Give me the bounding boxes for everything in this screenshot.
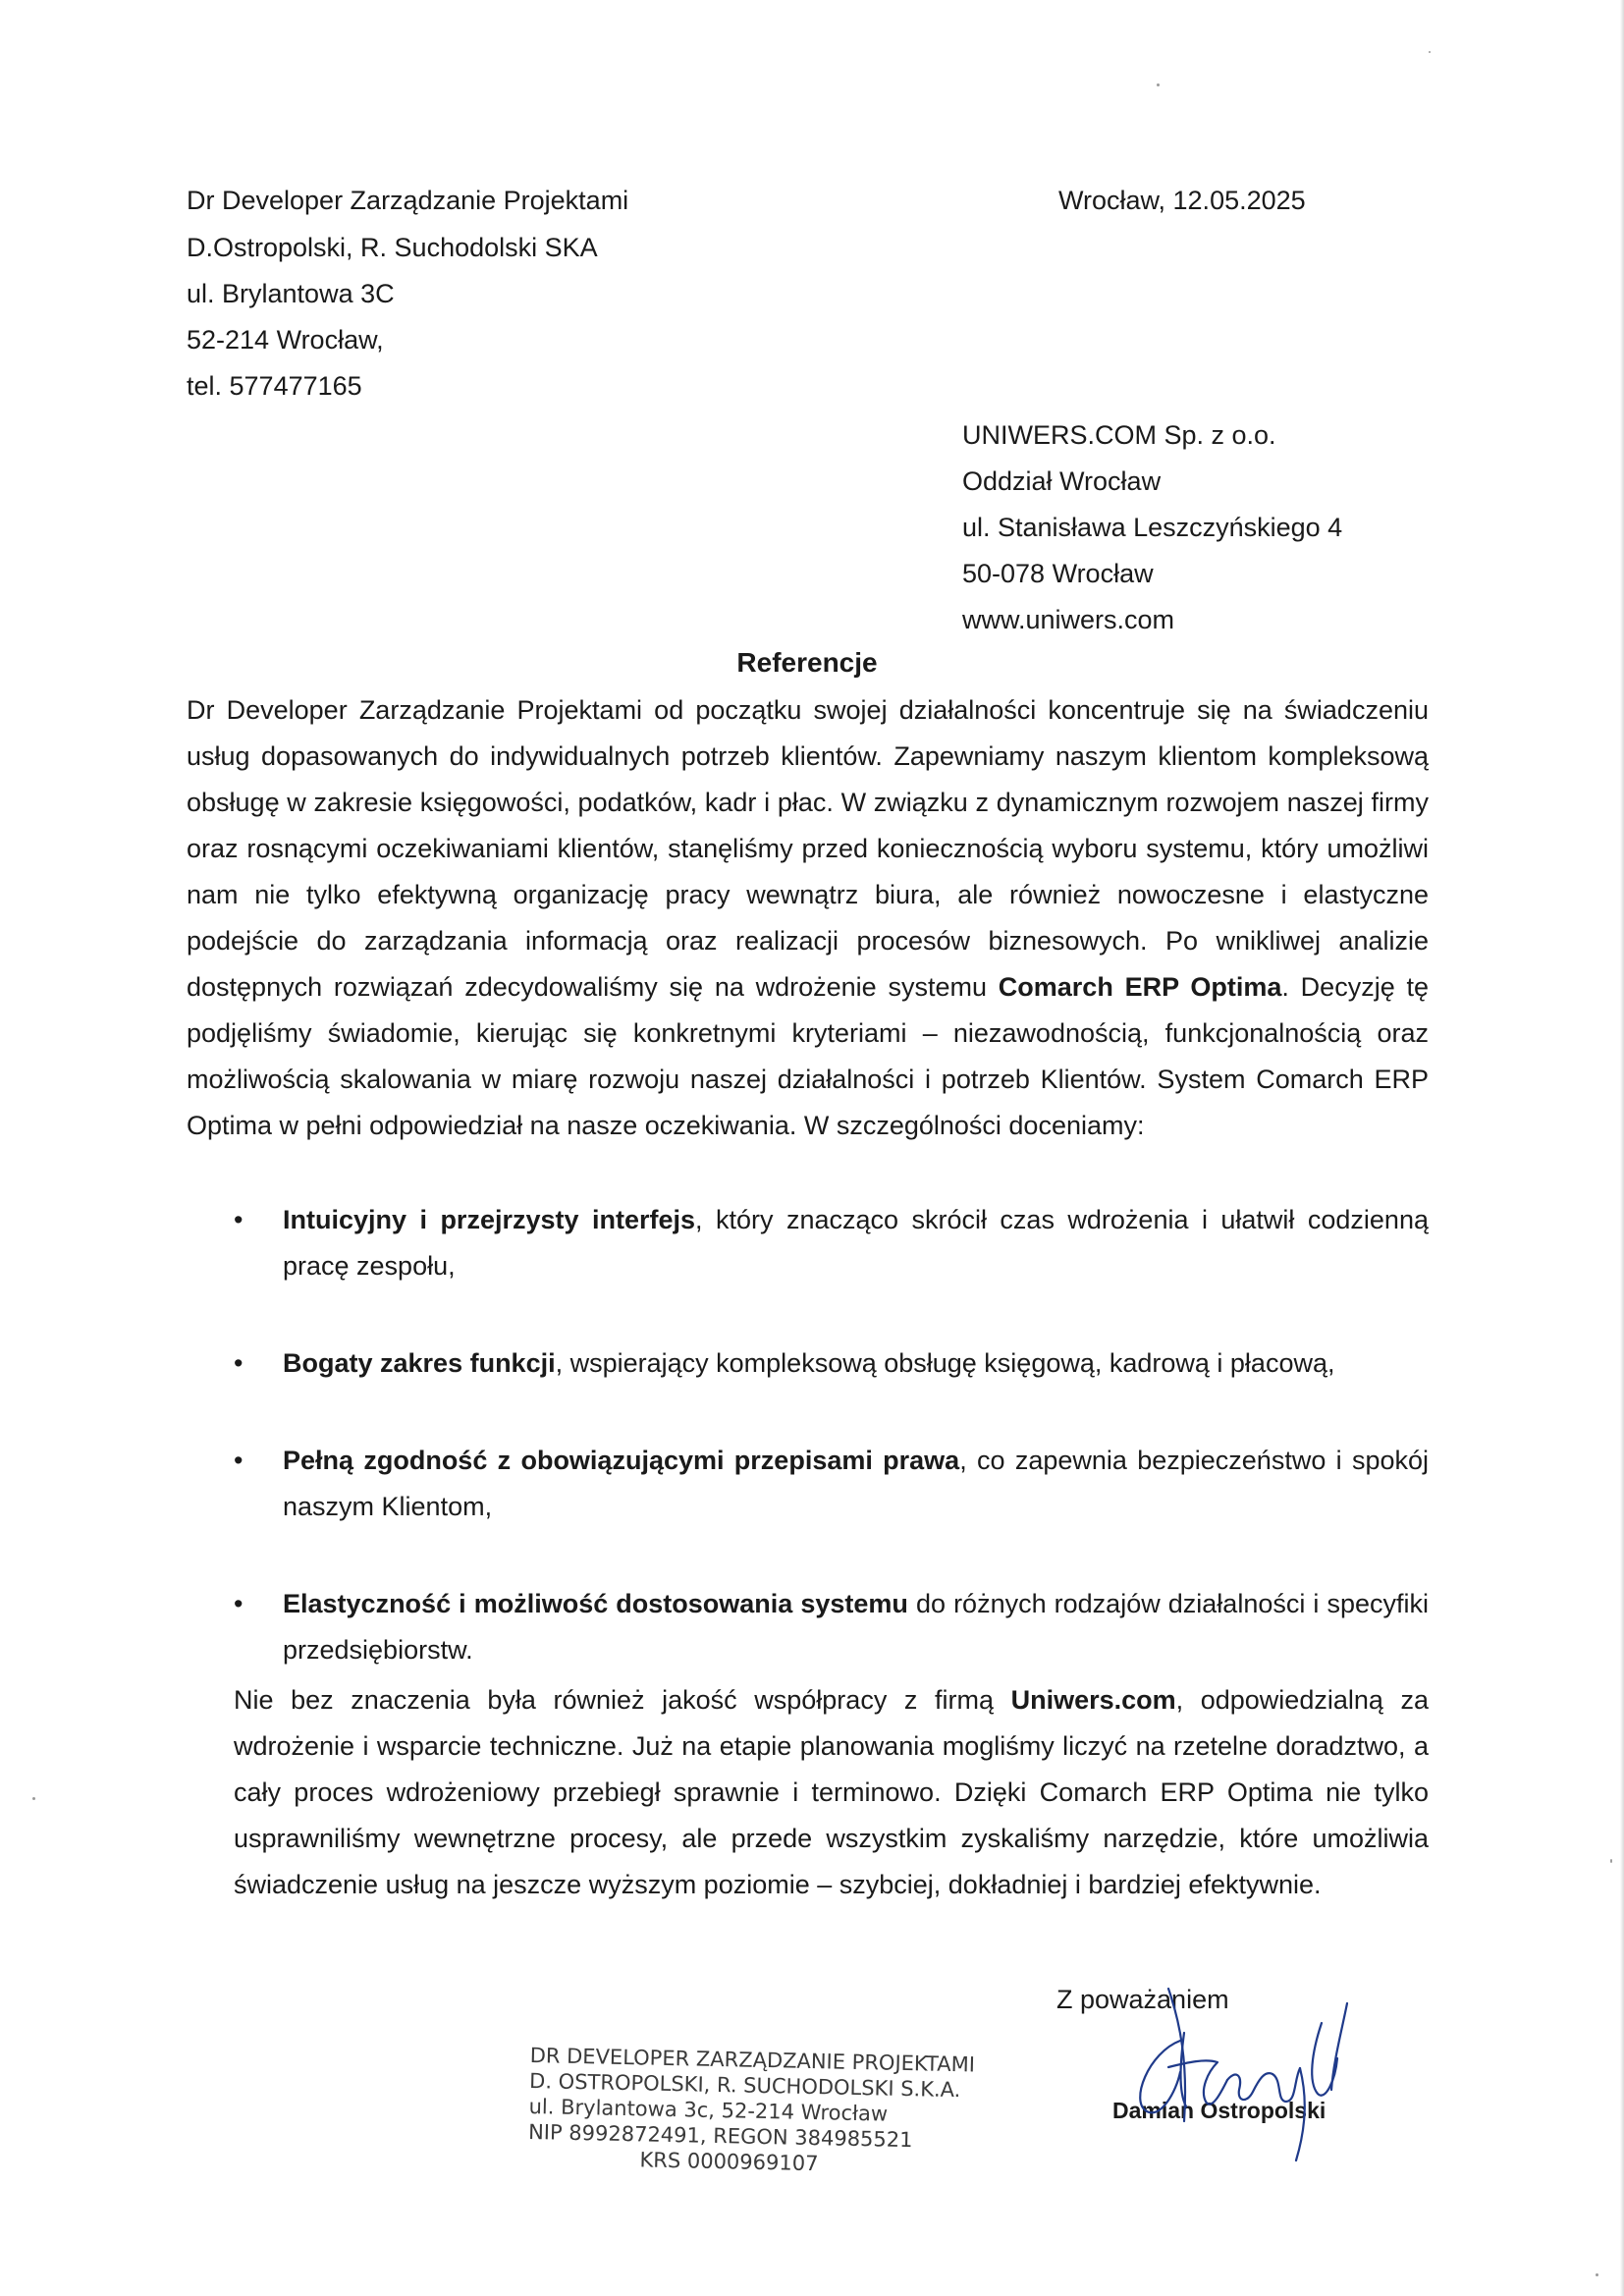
letter-date: Wrocław, 12.05.2025 <box>1058 186 1306 215</box>
sender-line: tel. 577477165 <box>187 371 362 401</box>
bullet-icon: • <box>234 1205 244 1234</box>
list-item <box>234 1438 1429 1530</box>
sender-line: Dr Developer Zarządzanie Projektami <box>187 186 629 215</box>
sender-line: ul. Brylantowa 3C <box>187 279 395 308</box>
closing-paragraph <box>234 1677 1429 1908</box>
bullet-heading: Bogaty zakres funkcji <box>283 1348 556 1378</box>
scan-speck <box>1596 2273 1598 2276</box>
recipient-line: Oddział Wrocław <box>962 466 1162 496</box>
scan-speck <box>1157 83 1160 86</box>
closing-salutation: Z poważaniem <box>1056 1985 1229 2014</box>
closing-text: , odpowiedzialną za wdrożenie i wsparcie techniczne. Już na etapie planowania mogliśmy liczyć na rzetelne doradztwo, a cały proces wdrożeniowy przebiegł sprawnie i terminowo. Dzięki Comarch ERP Optima nie tylko usprawniliśmy wewnętrzne procesy, ale przede wszystkim zyskaliśmy narzędzie, które umożliwia świadczenie usług na jeszcze wyższym poziomie – szybciej, dokładniej i bardziej efektywnie. <box>234 1685 1429 1899</box>
letter-title: Referencje <box>736 647 878 678</box>
intro-text: Dr Developer Zarządzanie Projektami od początku swojej działalności koncentruje się na świadczeniu usług dopasowanych do indywidualnych potrzeb klientów. Zapewniamy naszym klientom kompleksową obsługę w zakresie księgowości, podatków, kadr i płac. W związku z dynamicznym rozwojem naszej firmy oraz rosnącymi oczekiwaniami klientów, stanęliśmy przed koniecznością wyboru systemu, który umożliwi nam nie tylko efektywną organizację pracy wewnątrz biura, ale również nowoczesne i elastyczne podejście do zarządzania informacją oraz realizacji procesów biznesowych. Po wnikliwej analizie dostępnych rozwiązań zdecydowaliśmy się na wdrożenie systemu <box>187 695 1429 1002</box>
bullet-heading: Intuicyjny i przejrzysty interfejs <box>283 1205 696 1234</box>
list-item <box>234 1197 1429 1289</box>
bullet-text: do różnych rodzajów działalności i specyfiki przedsiębiorstw. <box>283 1589 1429 1665</box>
recipient-line: UNIWERS.COM Sp. z o.o. <box>962 420 1276 450</box>
stamp-line: KRS 0000969107 <box>639 2148 819 2176</box>
company-stamp <box>527 2043 976 2179</box>
stamp-line: NIP 8992872491, REGON 384985521 <box>527 2119 913 2153</box>
scan-speck <box>1429 51 1431 53</box>
intro-text: . Decyzję tę podjęliśmy świadomie, kierując się konkretnymi kryteriami – niezawodnością, funkcjonalnością oraz możliwością skalowania w miarę rozwoju naszej działalności i potrzeb Klientów. System Comarch ERP Optima w pełni odpowiedział na nasze oczekiwania. W szczególności doceniamy: <box>187 972 1430 1140</box>
recipient-line: 50-078 Wrocław <box>962 559 1154 588</box>
closing-text: Nie bez znaczenia była również jakość współpracy z firmą <box>234 1685 1011 1715</box>
intro-product-name: Comarch ERP Optima <box>998 972 1282 1002</box>
scan-edge <box>1620 0 1624 2296</box>
sender-line: 52-214 Wrocław, <box>187 325 384 355</box>
bullet-text: , co zapewnia bezpieczeństwo i spokój naszym Klientom, <box>283 1446 1429 1521</box>
bullet-heading: Pełną zgodność z obowiązującymi przepisami prawa <box>283 1446 960 1475</box>
handwritten-signature <box>1090 1964 1384 2170</box>
sender-line: D.Ostropolski, R. Suchodolski SKA <box>187 233 598 262</box>
bullet-heading: Elastyczność i możliwość dostosowania systemu <box>283 1589 908 1618</box>
recipient-line: ul. Stanisława Leszczyńskiego 4 <box>962 513 1343 542</box>
benefits-list <box>234 1197 1429 1724</box>
stamp-line: ul. Brylantowa 3c, 52-214 Wrocław <box>528 2094 889 2126</box>
recipient-url: www.uniwers.com <box>962 605 1175 634</box>
closing-company-name: Uniwers.com <box>1010 1685 1176 1715</box>
bullet-icon: • <box>234 1348 244 1378</box>
bullet-text: , wspierający kompleksową obsługę księgową, kadrową i płacową, <box>555 1348 1335 1378</box>
signer-name: Damian Ostropolski <box>1112 2098 1326 2123</box>
stamp-line: D. OSTROPOLSKI, R. SUCHODOLSKI S.K.A. <box>528 2068 961 2103</box>
scan-speck <box>1610 1859 1612 1863</box>
list-item <box>234 1340 1429 1387</box>
bullet-icon: • <box>234 1589 244 1618</box>
list-item <box>234 1581 1429 1673</box>
intro-paragraph <box>187 687 1429 1149</box>
scan-speck <box>32 1797 35 1800</box>
stamp-line: DR DEVELOPER ZARZĄDZANIE PROJEKTAMI <box>529 2043 976 2077</box>
bullet-text: , który znacząco skrócił czas wdrożenia i ułatwił codzienną pracę zespołu, <box>283 1205 1429 1281</box>
bullet-icon: • <box>234 1446 244 1475</box>
